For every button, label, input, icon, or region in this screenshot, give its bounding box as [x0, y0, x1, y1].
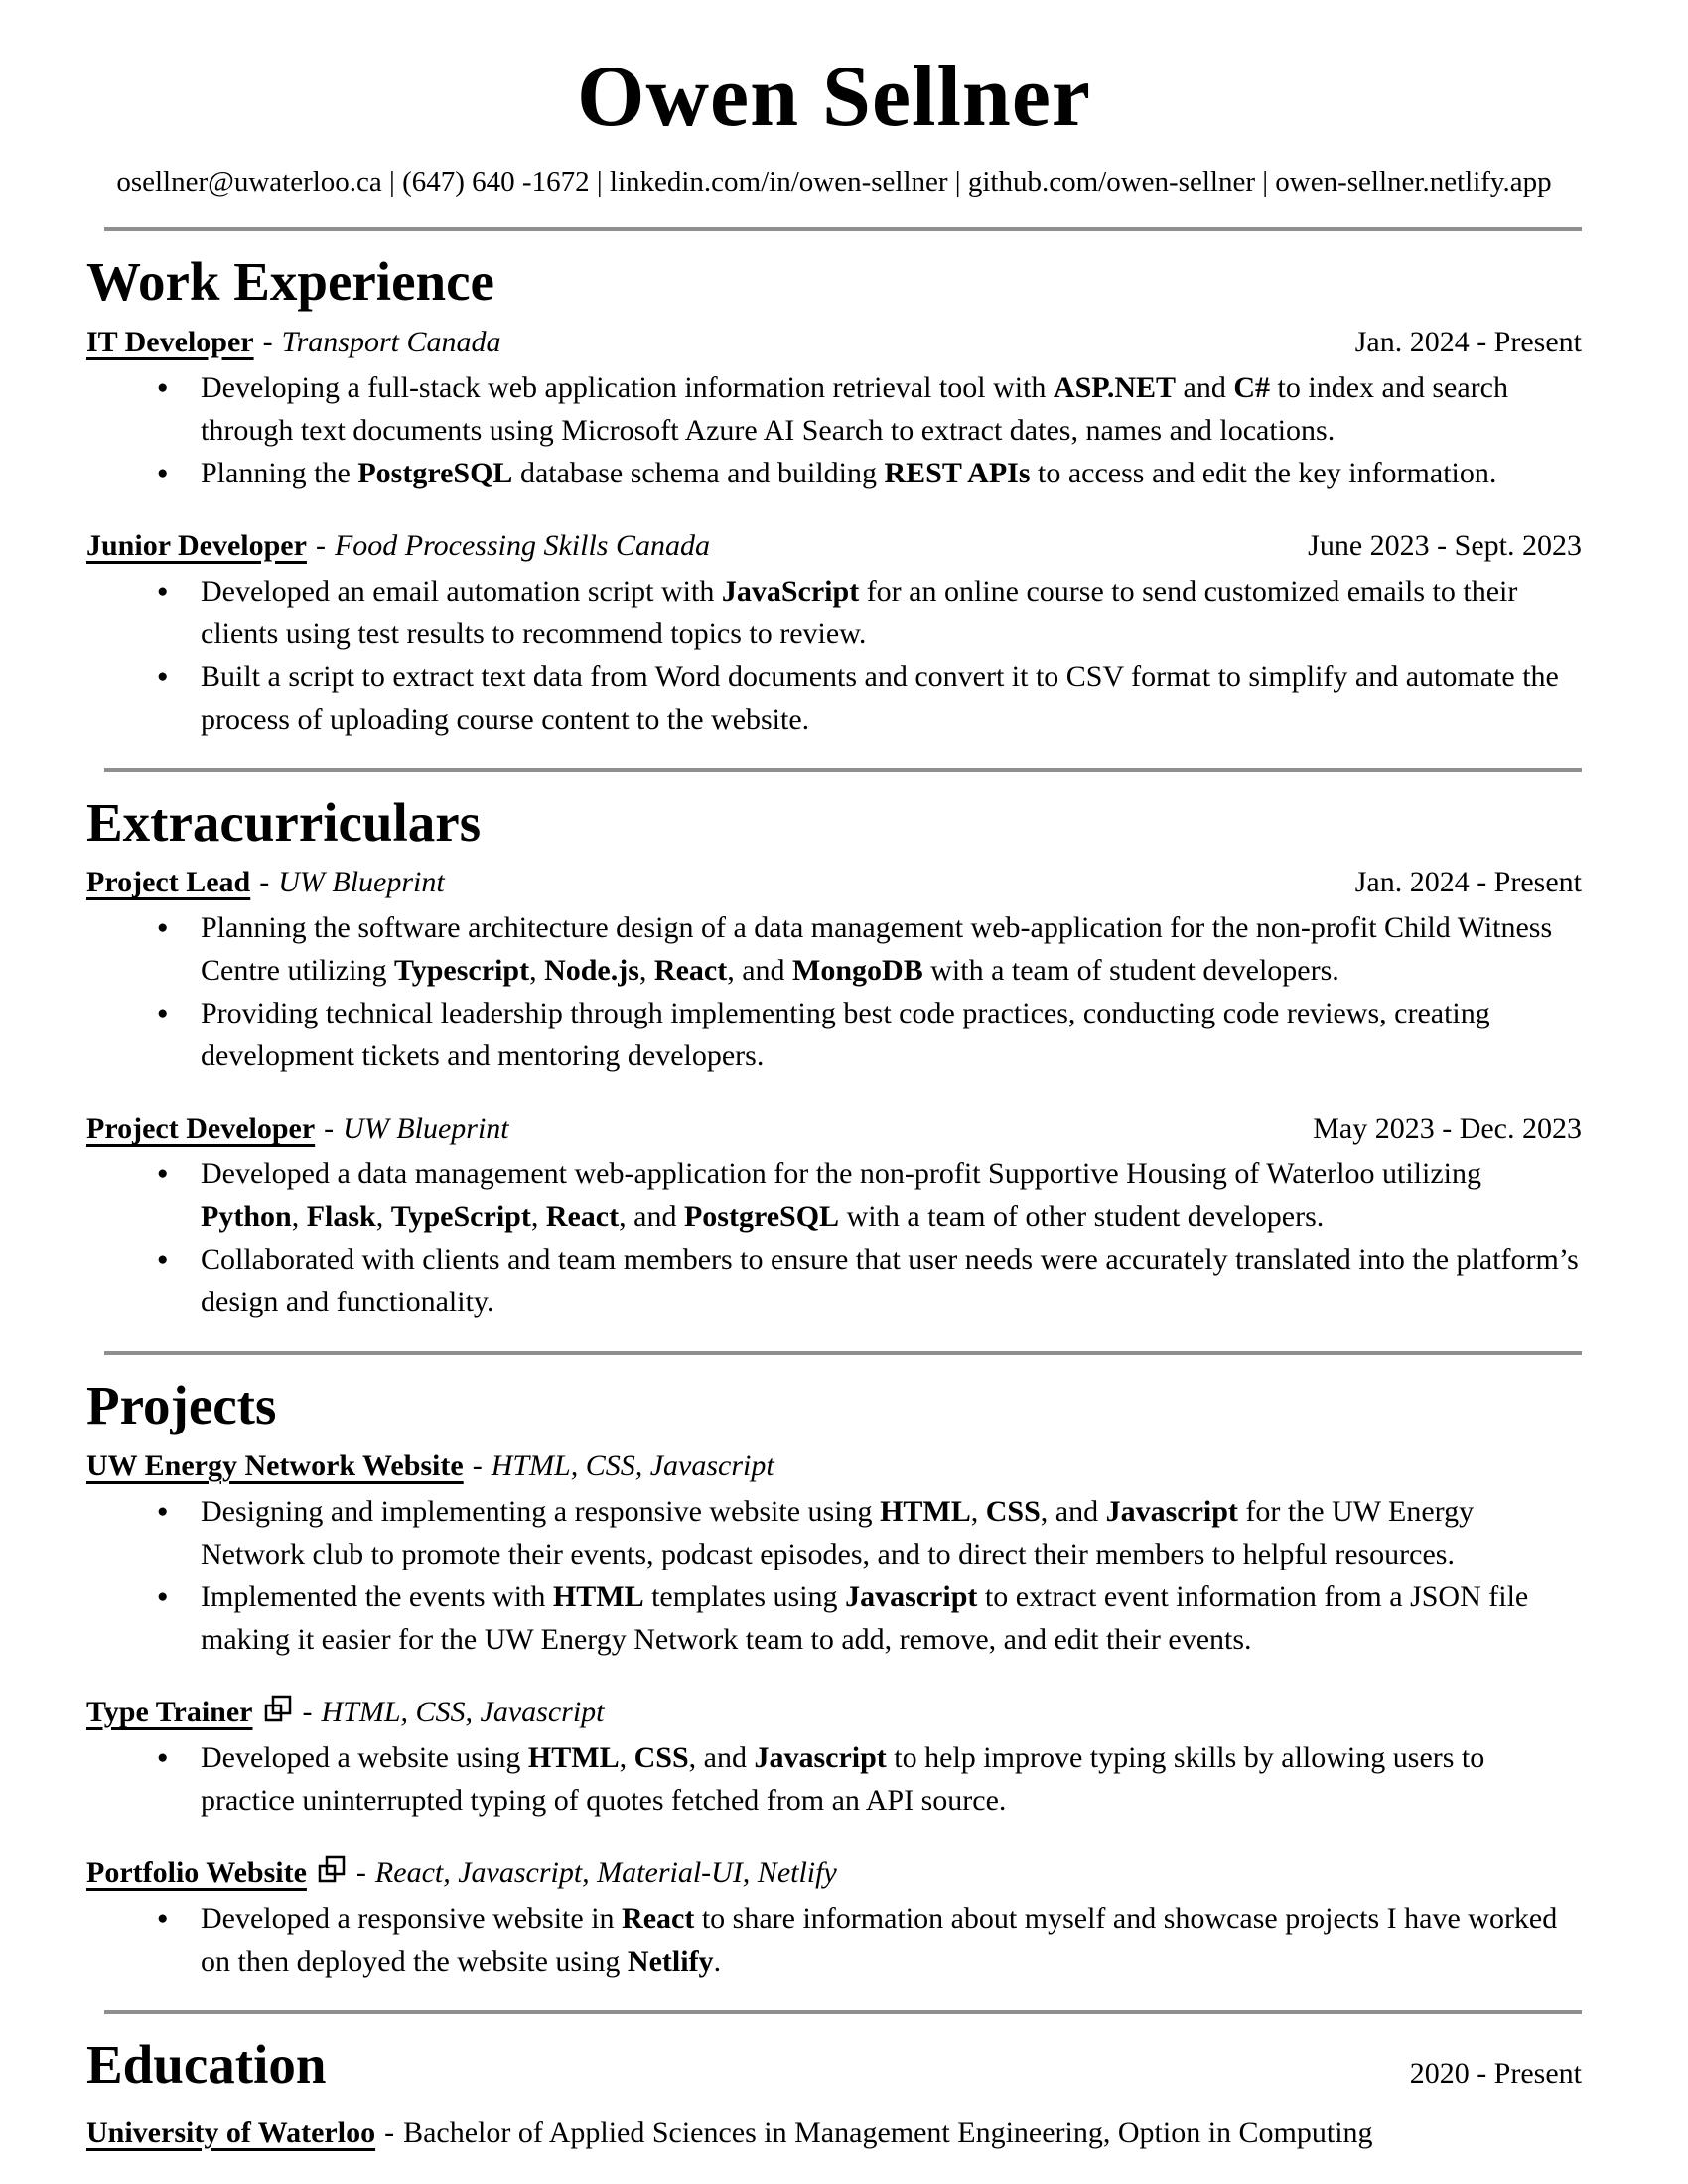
degree-name: Bachelor of Applied Sciences in Management Engineering, Option in Computing: [403, 2116, 1373, 2149]
entry-dates: May 2023 - Dec. 2023: [1313, 1112, 1582, 1146]
section-projects: [86, 1375, 1582, 1982]
section-divider: [104, 1351, 1582, 1355]
bullet-list: [86, 1736, 1582, 1822]
section-work-experience: [86, 251, 1582, 741]
project-entry: [86, 1851, 1582, 1982]
bullet-item: ● Developed a responsive website in React to share information about myself and showcase projects I have worked on then deployed the website using Netlify.: [86, 1897, 1582, 1982]
separator: -: [302, 1695, 313, 1728]
project-name: Portfolio Website: [86, 1855, 307, 1889]
section-divider: [104, 2010, 1582, 2014]
work-entry: [86, 524, 1582, 741]
resume-name: Owen Sellner: [577, 49, 1091, 145]
separator: -: [384, 2116, 395, 2149]
bullet-list: [86, 906, 1582, 1077]
bullet-item: ● Developed a website using HTML, CSS, and Javascript to help improve typing skills by allowing users to practice uninterrupted typing of quotes fetched from an API source.: [86, 1736, 1582, 1822]
school-name: University of Waterloo: [86, 2116, 376, 2149]
role-title: Project Developer: [86, 1112, 316, 1146]
organization-name: UW Blueprint: [343, 1112, 509, 1146]
separator: -: [472, 1448, 483, 1482]
external-link-icon[interactable]: [317, 1854, 348, 1885]
separator: -: [259, 866, 270, 899]
section-title: Education: [86, 2033, 327, 2095]
extracurricular-entry: [86, 1107, 1582, 1323]
tech-stack: React, Javascript, Material-UI, Netlify: [374, 1855, 837, 1889]
bullet-item: ● Developed an email automation script with JavaScript for an online course to send customized emails to their clients using test results to recommend topics to review.: [86, 570, 1582, 655]
entry-dates: June 2023 - Sept. 2023: [1308, 528, 1582, 562]
extracurricular-entry: [86, 861, 1582, 1077]
company-name: Transport Canada: [281, 325, 501, 358]
bullet-item: ● Providing technical leadership through implementing best code practices, conducting code reviews, creating development tickets and mentoring developers.: [86, 992, 1582, 1077]
section-divider: [104, 768, 1582, 772]
bullet-item: ● Collaborated with clients and team members to ensure that user needs were accurately translated into the platform’s design and functionality.: [86, 1238, 1582, 1323]
role-title: IT Developer: [86, 325, 254, 358]
role-title: Project Lead: [86, 866, 251, 899]
section-title: Projects: [86, 1375, 277, 1436]
bullet-list: [86, 1153, 1582, 1323]
project-name: UW Energy Network Website: [86, 1448, 464, 1482]
separator: -: [324, 1112, 335, 1146]
section-education: [86, 2034, 1582, 2154]
bullet-item: ● Implemented the events with HTML templates using Javascript to extract event information from a JSON file making it easier for the UW Energy Network team to add, remove, and edit their events.: [86, 1575, 1582, 1661]
bullet-item: ● Developing a full-stack web application information retrieval tool with ASP.NET and C# to index and search through text documents using Microsoft Azure AI Search to extract dates, names and locations.: [86, 366, 1582, 452]
bullet-list: [86, 570, 1582, 741]
bullet-list: [86, 1897, 1582, 1982]
separator: -: [262, 325, 273, 358]
project-entry: [86, 1444, 1582, 1661]
project-name: Type Trainer: [86, 1695, 253, 1728]
tech-stack: HTML, CSS, Javascript: [321, 1695, 605, 1728]
entry-dates: 2020 - Present: [1409, 2056, 1582, 2090]
organization-name: UW Blueprint: [278, 866, 445, 899]
education-entry: [86, 2112, 1582, 2154]
entry-dates: Jan. 2024 - Present: [1354, 866, 1582, 899]
section-title: Work Experience: [86, 251, 494, 313]
section-divider: [104, 227, 1582, 231]
bullet-item: ● Developed a data management web-application for the non-profit Supportive Housing of Waterloo utilizing Python, Flask, TypeScript, React, and PostgreSQL with a team of other student developers.: [86, 1153, 1582, 1238]
bullet-item: ● Designing and implementing a responsive website using HTML, CSS, and Javascript for the UW Energy Network club to promote their events, podcast episodes, and to direct their members to helpful resources.: [86, 1490, 1582, 1575]
bullet-list: [86, 1490, 1582, 1661]
bullet-item: ● Planning the software architecture design of a data management web-application for the non-profit Child Witness Centre utilizing Typescript, Node.js, React, and MongoDB with a team of student developers.: [86, 906, 1582, 992]
bullet-item: ● Planning the PostgreSQL database schema and building REST APIs to access and edit the key information.: [86, 452, 1582, 494]
project-entry: [86, 1691, 1582, 1822]
external-link-icon[interactable]: [263, 1694, 294, 1724]
contact-line: osellner@uwaterloo.ca | (647) 640 -1672 | linkedin.com/in/owen-sellner | github.com/owen-sellner | owen-sellner.netlify.app: [116, 166, 1552, 199]
bullet-item: ● Built a script to extract text data from Word documents and convert it to CSV format to simplify and automate the process of uploading course content to the website.: [86, 655, 1582, 741]
role-title: Junior Developer: [86, 528, 307, 562]
company-name: Food Processing Skills Canada: [334, 528, 710, 562]
bullet-list: [86, 366, 1582, 494]
section-title: Extracurriculars: [86, 791, 482, 853]
section-extracurriculars: [86, 792, 1582, 1324]
separator: -: [355, 1855, 366, 1889]
work-entry: [86, 321, 1582, 494]
separator: -: [315, 528, 326, 562]
entry-dates: Jan. 2024 - Present: [1354, 325, 1582, 358]
tech-stack: HTML, CSS, Javascript: [491, 1448, 774, 1482]
